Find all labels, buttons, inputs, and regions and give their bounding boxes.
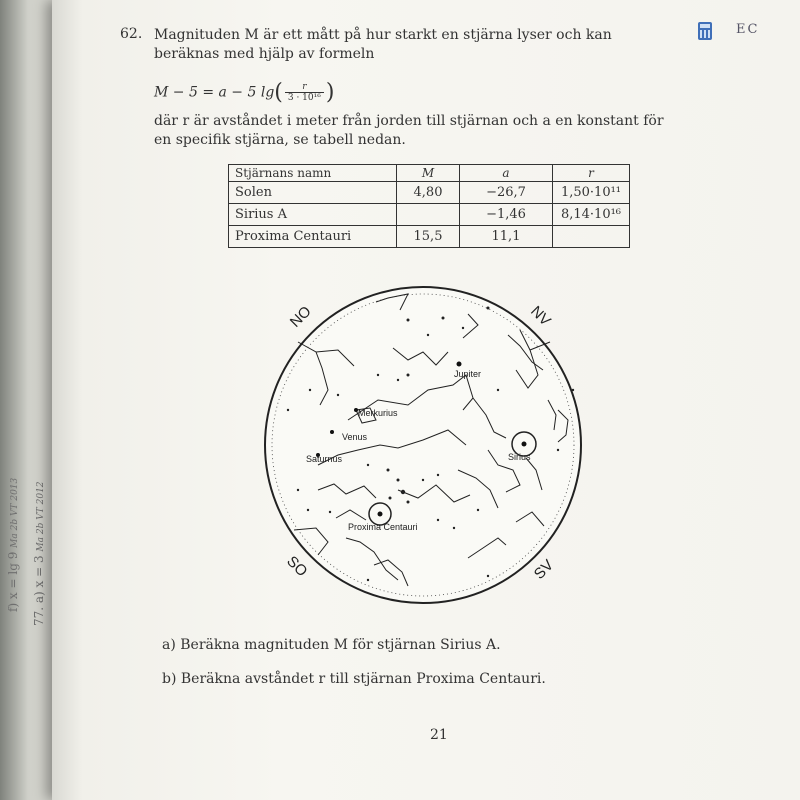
sky-map [258,280,588,610]
star-table [228,164,630,248]
table-cell: Proxima Centauri [229,226,397,248]
table-cell: 4,80 [397,182,460,204]
direction-nv: NV [527,302,554,330]
underlying-answer-1: f) x = lg 9 Ma 2b VT 2013 [6,477,20,612]
question-b: b) Beräkna avståndet r till stjärnan Proxima Centauri. [162,671,546,687]
problem-number: 62. [120,26,143,42]
table-header-a: a [460,165,553,182]
venus-label: Venus [342,432,368,442]
table-header-name: Stjärnans namn [229,165,397,182]
sirius-label: Sirius [508,452,531,462]
direction-so: SO [283,552,311,581]
saturnus-label: Saturnus [306,454,343,464]
table-row [229,226,630,248]
category-label: EC [736,22,760,37]
problem-description: där r är avståndet i meter från jorden till stjärnan och a en konstant för en specifik stjärna, se tabell nedan. [154,113,664,148]
proxima-label: Proxima Centauri [348,522,418,532]
table-header-m: M [397,165,460,182]
table-cell [397,204,460,226]
page-number: 21 [430,727,448,743]
formula-fraction [285,82,324,103]
table-row [229,182,630,204]
table-cell: 1,50·10¹¹ [553,182,630,204]
table-header-row [229,165,630,182]
formula-close-paren: ) [325,80,335,105]
table-row [229,204,630,226]
table-cell: 8,14·10¹⁶ [553,204,630,226]
table-cell: −26,7 [460,182,553,204]
problem-intro: Magnituden M är ett mått på hur starkt en stjärna lyser och kan beräknas med hjälp av formeln [154,27,612,62]
jupiter-dot [457,362,462,367]
magnitude-formula [154,80,334,105]
table-cell: −1,46 [460,204,553,226]
underlying-answer-2: 77. a) x = 3 Ma 2b VT 2012 [32,481,46,626]
compass-ring [265,287,581,603]
direction-sv: SV [530,556,557,583]
table-cell: Solen [229,182,397,204]
formula-numerator: r [285,82,324,93]
jupiter-label: Jupiter [454,369,482,379]
venus-dot [330,430,334,434]
formula-denominator: 3 · 10¹⁶ [287,93,321,103]
direction-no: NO [286,302,315,331]
calculator-icon [698,22,712,40]
merkurius-label: Merkurius [358,408,398,418]
table-cell: Sirius A [229,204,397,226]
subquestions [162,628,546,696]
formula-open-paren: ( [274,80,283,105]
table-header-r: r [553,165,630,182]
table-cell: 11,1 [460,226,553,248]
formula-left: M − 5 = a − 5 lg [154,84,275,101]
table-cell [553,226,630,248]
question-a: a) Beräkna magnituden M för stjärnan Sirius A. [162,637,501,653]
table-cell: 15,5 [397,226,460,248]
